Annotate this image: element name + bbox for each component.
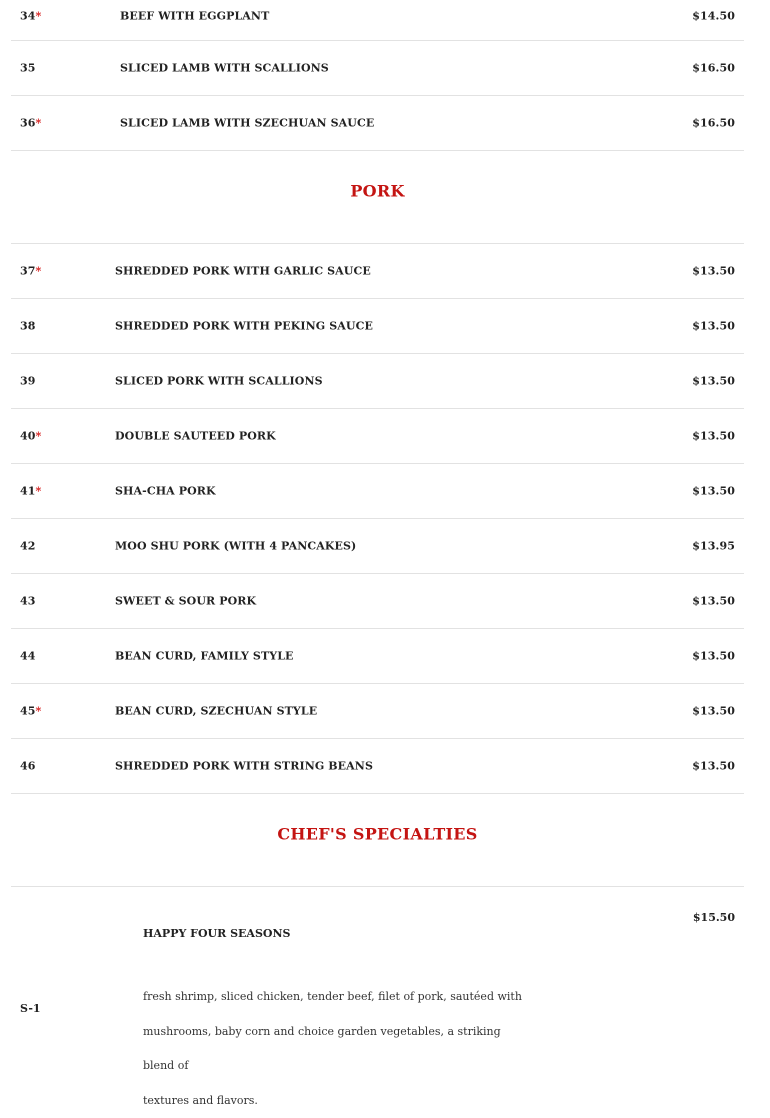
- item-price: $13.50: [692, 375, 735, 388]
- item-name: MOO SHU PORK (WITH 4 PANCAKES): [115, 540, 356, 553]
- item-price: $16.50: [692, 62, 735, 75]
- menu-item-38: [11, 299, 744, 354]
- spicy-marker: *: [36, 430, 42, 443]
- item-description: [143, 980, 533, 1118]
- section-title: PORK: [11, 182, 744, 201]
- menu-item-45: [11, 684, 744, 739]
- item-name: SHREDDED PORK WITH GARLIC SAUCE: [115, 265, 371, 278]
- item-price: $13.95: [692, 540, 735, 553]
- menu-item-35: [11, 41, 744, 96]
- item-name: BEEF WITH EGGPLANT: [120, 10, 269, 23]
- item-price: $16.50: [692, 117, 735, 130]
- menu-item-46: [11, 739, 744, 794]
- item-number: 38: [20, 320, 36, 333]
- item-number: S-1: [20, 1002, 41, 1015]
- item-name: SWEET & SOUR PORK: [115, 595, 256, 608]
- spicy-marker: *: [36, 117, 42, 130]
- item-price: $13.50: [692, 485, 735, 498]
- item-number: 34*: [20, 10, 41, 23]
- item-number: 35: [20, 62, 36, 75]
- menu-item-39: [11, 354, 744, 409]
- item-name: SLICED LAMB WITH SCALLIONS: [120, 62, 329, 75]
- description-line: mushrooms, baby corn and choice garden vegetables, a striking blend of: [143, 1015, 533, 1084]
- item-number: 43: [20, 595, 36, 608]
- item-price: $13.50: [692, 430, 735, 443]
- item-number: 45*: [20, 705, 41, 718]
- menu-item-43: [11, 574, 744, 629]
- item-price: $13.50: [692, 320, 735, 333]
- item-price: $13.50: [692, 705, 735, 718]
- item-name: SLICED PORK WITH SCALLIONS: [115, 375, 323, 388]
- item-number: 36*: [20, 117, 41, 130]
- menu-item-42: [11, 519, 744, 574]
- item-number: 41*: [20, 485, 41, 498]
- item-number: 44: [20, 650, 36, 663]
- section-heading-pork: [11, 151, 744, 244]
- spicy-marker: *: [36, 705, 42, 718]
- spicy-marker: *: [36, 10, 42, 23]
- section-title: CHEF'S SPECIALTIES: [11, 825, 744, 844]
- specialty-item-s1: [11, 887, 744, 1107]
- menu-list: [11, 0, 744, 1107]
- item-price: $13.50: [692, 265, 735, 278]
- menu-item-36: [11, 96, 744, 151]
- item-price: $15.50: [693, 911, 735, 924]
- item-number: 40*: [20, 430, 41, 443]
- item-price: $13.50: [692, 760, 735, 773]
- item-name: SLICED LAMB WITH SZECHUAN SAUCE: [120, 117, 374, 130]
- menu-item-34: [11, 0, 744, 41]
- item-name: SHA-CHA PORK: [115, 485, 216, 498]
- item-name: HAPPY FOUR SEASONS: [143, 927, 291, 940]
- item-number: 37*: [20, 265, 41, 278]
- menu-item-37: [11, 244, 744, 299]
- spicy-marker: *: [36, 485, 42, 498]
- item-name: SHREDDED PORK WITH STRING BEANS: [115, 760, 373, 773]
- item-number: 46: [20, 760, 36, 773]
- item-number: 42: [20, 540, 36, 553]
- menu-item-40: [11, 409, 744, 464]
- item-name: BEAN CURD, FAMILY STYLE: [115, 650, 294, 663]
- item-price: $14.50: [692, 10, 735, 23]
- spicy-marker: *: [36, 265, 42, 278]
- menu-item-41: [11, 464, 744, 519]
- description-line: fresh shrimp, sliced chicken, tender beef, filet of pork, sautéed with: [143, 980, 533, 1015]
- item-name: DOUBLE SAUTEED PORK: [115, 430, 276, 443]
- item-number: 39: [20, 375, 36, 388]
- description-line: textures and flavors.: [143, 1084, 533, 1118]
- item-price: $13.50: [692, 650, 735, 663]
- item-name: BEAN CURD, SZECHUAN STYLE: [115, 705, 317, 718]
- item-price: $13.50: [692, 595, 735, 608]
- section-heading-chefs-specialties: [11, 794, 744, 887]
- menu-item-44: [11, 629, 744, 684]
- item-name: SHREDDED PORK WITH PEKING SAUCE: [115, 320, 373, 333]
